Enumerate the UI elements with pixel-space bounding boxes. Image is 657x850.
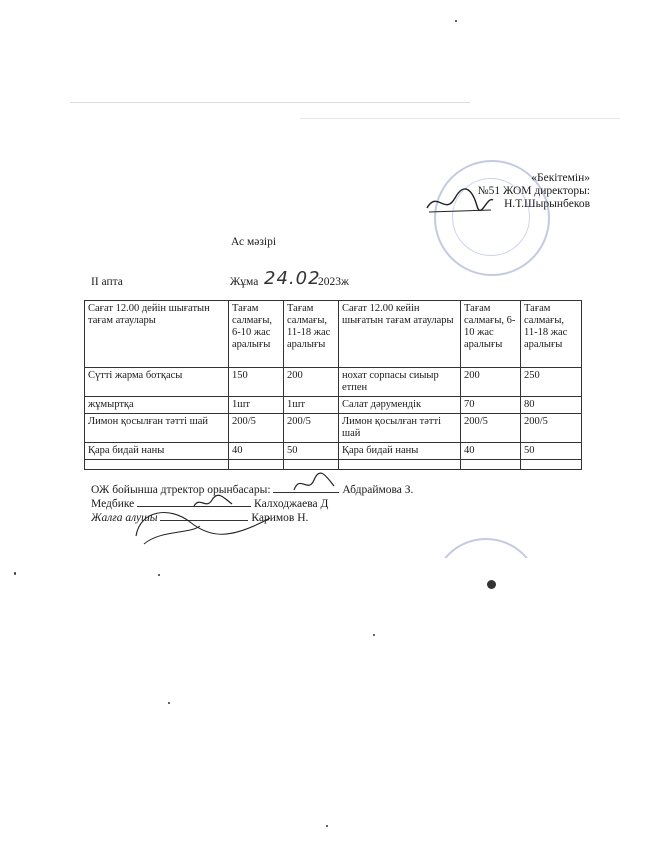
header-weight-6-10: Тағам салмағы, 6-10 жас аралығы — [461, 301, 521, 368]
table-cell: Салат дәрумендік — [339, 397, 461, 414]
table-cell: Қара бидай наны — [339, 443, 461, 460]
table-row — [85, 368, 582, 397]
table-row — [85, 397, 582, 414]
speck — [487, 580, 496, 589]
table-cell: 50 — [521, 443, 582, 460]
document-title: Ас мәзірі — [231, 236, 277, 248]
table-cell — [339, 460, 461, 470]
table-cell: 200/5 — [521, 414, 582, 443]
week-label: II апта — [91, 276, 123, 288]
speck — [158, 574, 160, 576]
bottom-stamp-partial — [432, 538, 540, 646]
table-cell: Сүтті жарма ботқасы — [85, 368, 229, 397]
deputy-name: Абдраймова З. — [342, 484, 414, 496]
table-header-row — [85, 301, 582, 368]
table-cell: 150 — [229, 368, 284, 397]
table-cell — [521, 460, 582, 470]
nurse-role: Медбике — [91, 498, 135, 510]
table-cell: 80 — [521, 397, 582, 414]
approval-block — [430, 172, 590, 211]
header-weight-11-18: Тағам салмағы, 11-18 жас аралығы — [521, 301, 582, 368]
cook-signature-icon — [130, 500, 280, 550]
table-row — [85, 443, 582, 460]
table-cell: Лимон қосылған тәтті шай — [339, 414, 461, 443]
approval-heading: «Бекітемін» — [531, 172, 590, 184]
table-cell: 40 — [461, 443, 521, 460]
speck — [168, 702, 170, 704]
table-cell: 200 — [461, 368, 521, 397]
table-cell: 200/5 — [229, 414, 284, 443]
nurse-name: Калходжаева Д — [254, 498, 329, 510]
header-weight-6-10: Тағам салмағы, 6-10 жас аралығы — [229, 301, 284, 368]
table-cell: нохат сорпасы сиыыр етпен — [339, 368, 461, 397]
cook-role: Жалға алушы — [91, 512, 158, 524]
day-label: Жұма — [230, 276, 259, 288]
table-row-empty — [85, 460, 582, 470]
speck — [14, 572, 16, 575]
header-morning-dishes: Сағат 12.00 дейін шығатын тағам атаулары — [85, 301, 229, 368]
speck — [326, 825, 328, 827]
table-cell: 40 — [229, 443, 284, 460]
table-cell: 1шт — [284, 397, 339, 414]
signature-deputy — [91, 483, 413, 497]
deputy-signature-icon — [290, 472, 340, 496]
table-cell: Қара бидай наны — [85, 443, 229, 460]
menu-table — [84, 300, 582, 470]
table-cell — [284, 460, 339, 470]
approval-name: Н.Т.Шырынбеков — [504, 198, 590, 210]
year-label: 2023ж — [318, 276, 349, 288]
handwritten-date: 24.02 — [264, 268, 321, 289]
speck — [373, 634, 375, 636]
table-cell — [461, 460, 521, 470]
table-cell — [85, 460, 229, 470]
approval-position: №51 ЖОМ директоры: — [477, 185, 590, 197]
scan-streak — [300, 118, 620, 119]
table-cell: 50 — [284, 443, 339, 460]
table-cell: 200/5 — [461, 414, 521, 443]
table-cell: 70 — [461, 397, 521, 414]
table-cell: жұмыртқа — [85, 397, 229, 414]
table-cell: Лимон қосылған тәтті шай — [85, 414, 229, 443]
speck — [455, 20, 457, 22]
table-cell: 1шт — [229, 397, 284, 414]
scan-streak — [70, 102, 470, 103]
table-cell: 200/5 — [284, 414, 339, 443]
cook-name: Каримов Н. — [251, 512, 309, 524]
header-afternoon-dishes: Сағат 12.00 кейін шығатын тағам атаулары — [339, 301, 461, 368]
table-row — [85, 414, 582, 443]
deputy-role: ОЖ бойынша дтректор орынбасары: — [91, 484, 271, 496]
header-weight-11-18: Тағам салмағы, 11-18 жас аралығы — [284, 301, 339, 368]
table-cell: 200 — [284, 368, 339, 397]
table-cell — [229, 460, 284, 470]
table-cell: 250 — [521, 368, 582, 397]
